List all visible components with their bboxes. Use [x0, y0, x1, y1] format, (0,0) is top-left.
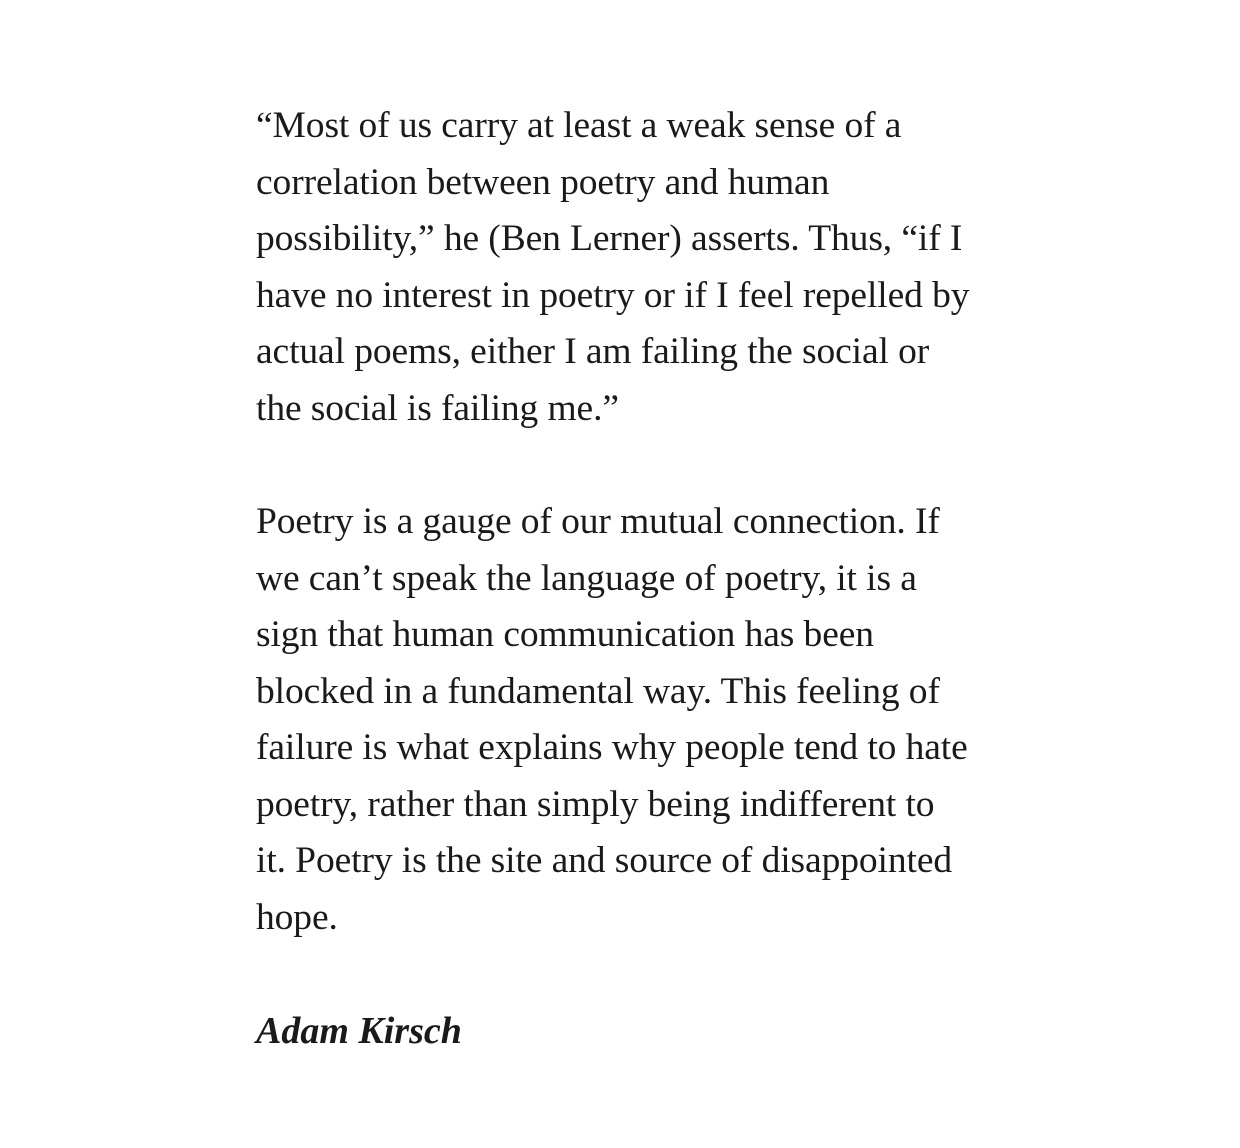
quote-paragraph-2	[256, 494, 1016, 946]
quote-document	[256, 98, 1016, 1060]
author-name: Adam Kirsch	[256, 1010, 462, 1052]
text-line: failure is what explains why people tend to hate	[256, 727, 968, 768]
text-line: have no interest in poetry or if I feel repelled by	[256, 274, 970, 316]
text-line: poetry, rather than simply being indifferent to	[256, 783, 935, 825]
text-line: actual poems, either I am failing the social or	[256, 331, 930, 372]
text-line: the social is failing me.”	[256, 387, 619, 429]
text-line: possibility,” he (Ben Lerner) asserts. Thus, “if I	[256, 218, 963, 259]
quote-paragraph-1	[256, 98, 1016, 437]
text-line: it. Poetry is the site and source of disappointed	[256, 840, 953, 881]
text-line: “Most of us carry at least a weak sense of a	[256, 105, 902, 146]
text-line: hope.	[256, 896, 338, 938]
text-line: we can’t speak the language of poetry, it is a	[256, 557, 917, 599]
text-line: Poetry is a gauge of our mutual connection. If	[256, 501, 940, 542]
text-line: sign that human communication has been	[256, 614, 874, 655]
text-line: blocked in a fundamental way. This feeling of	[256, 670, 940, 712]
text-line: correlation between poetry and human	[256, 161, 830, 203]
